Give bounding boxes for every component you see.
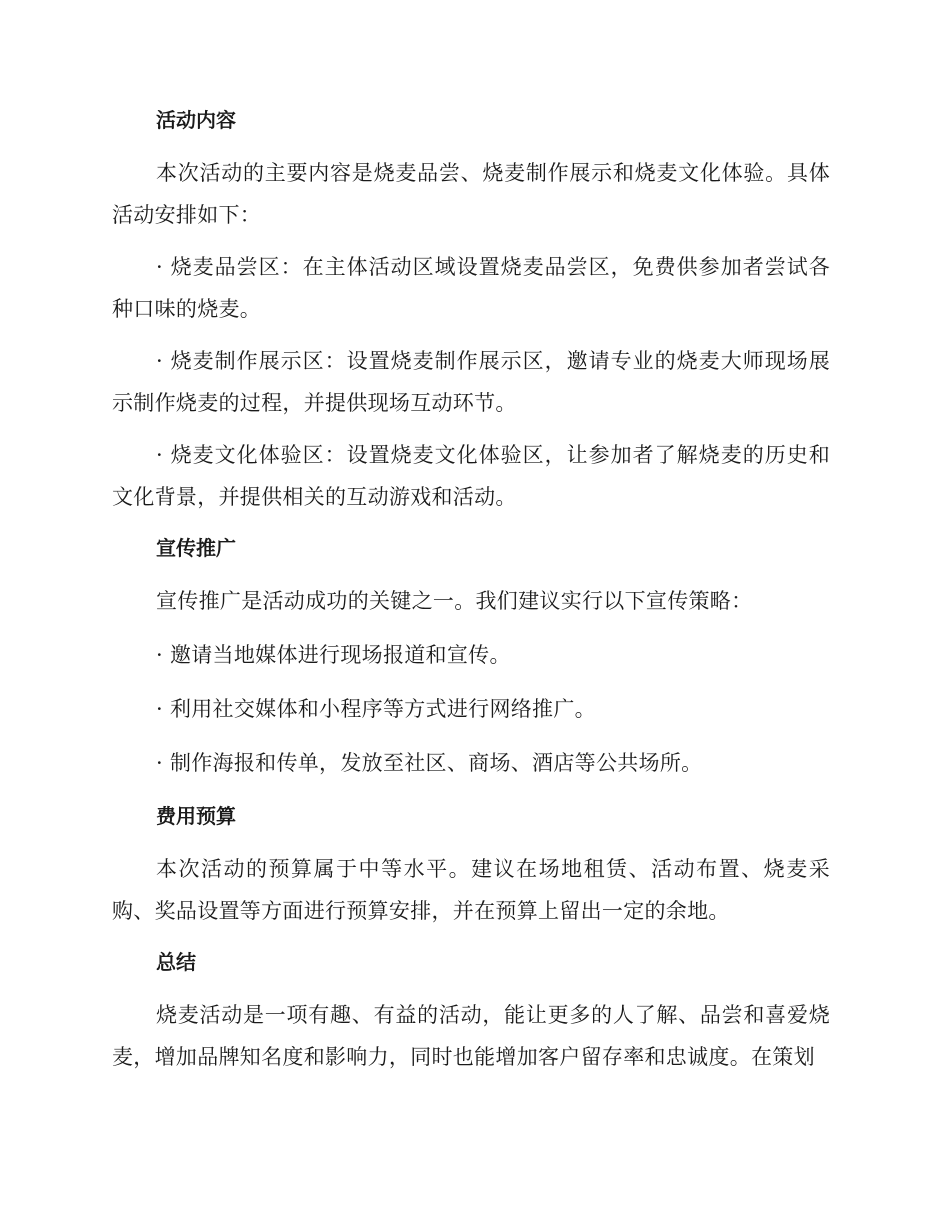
- bullet-paragraph: · 邀请当地媒体进行现场报道和宣传。: [156, 643, 511, 667]
- paragraph: 本次活动的主要内容是烧麦品尝、烧麦制作展示和烧麦文化体验。具体活动安排如下：: [112, 161, 830, 227]
- bullet-paragraph: · 利用社交媒体和小程序等方式进行网络推广。: [156, 697, 596, 721]
- bullet-paragraph: · 烧麦品尝区：在主体活动区域设置烧麦品尝区，免费供参加者尝试各种口味的烧麦。: [112, 255, 830, 321]
- bullet-paragraph: · 烧麦制作展示区：设置烧麦制作展示区，邀请专业的烧麦大师现场展示制作烧麦的过程，并提供现场互动环节。: [112, 349, 830, 415]
- bullet-paragraph: · 制作海报和传单，发放至社区、商场、酒店等公共场所。: [156, 751, 703, 775]
- bullet-paragraph: · 烧麦文化体验区：设置烧麦文化体验区，让参加者了解烧麦的历史和文化背景，并提供相关的互动游戏和活动。: [112, 443, 830, 509]
- paragraph: 宣传推广是活动成功的关键之一。我们建议实行以下宣传策略：: [156, 589, 753, 613]
- paragraph: 烧麦活动是一项有趣、有益的活动，能让更多的人了解、品尝和喜爱烧麦，增加品牌知名度和影响力，同时也能增加客户留存率和忠诚度。在策划: [112, 1003, 830, 1069]
- section-heading-promotion: 宣传推广: [156, 536, 236, 560]
- section-heading-summary: 总结: [156, 950, 196, 974]
- section-heading-budget: 费用预算: [156, 804, 236, 828]
- document-page: [112, 100, 830, 1088]
- section-heading-activity-content: 活动内容: [156, 108, 236, 132]
- paragraph: 本次活动的预算属于中等水平。建议在场地租赁、活动布置、烧麦采购、奖品设置等方面进行预算安排，并在预算上留出一定的余地。: [112, 857, 830, 923]
